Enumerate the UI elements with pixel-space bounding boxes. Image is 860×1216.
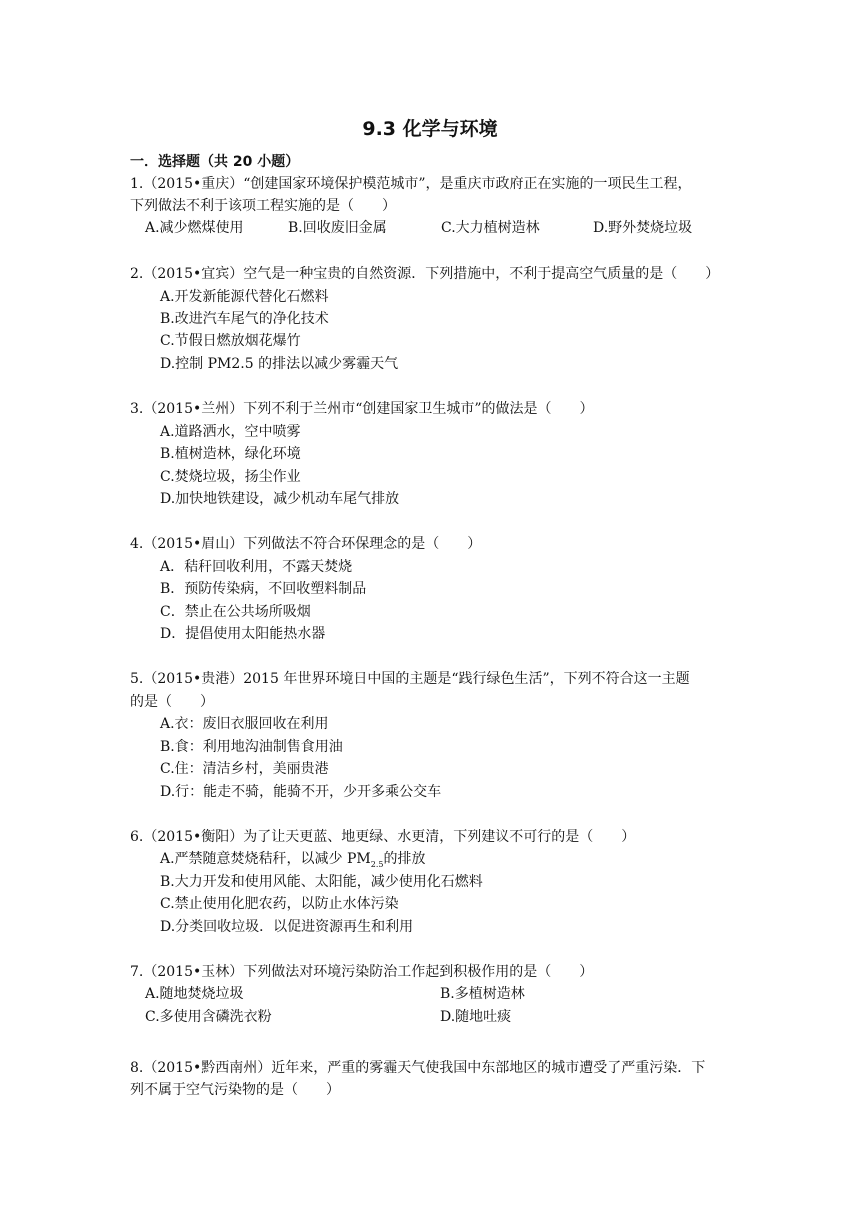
question-3-stem: 3.（2015•兰州）下列不利于兰州市“创建国家卫生城市”的做法是（ ） — [130, 401, 594, 417]
question-6-option-a-subscript: 2.5 — [370, 859, 384, 869]
question-8-stem-cont: 列不属于空气污染物的是（ ） — [130, 1082, 340, 1098]
question-7-option-b: B.多植树造林 — [440, 986, 525, 1002]
question-6-option-b: B.大力开发和使用风能、太阳能，减少使用化石燃料 — [160, 874, 483, 890]
question-1-stem-cont: 下列做法不利于该项工程实施的是（ ） — [130, 198, 396, 214]
question-2-option-c: C.节假日燃放烟花爆竹 — [160, 333, 301, 349]
question-2-option-b: B.改进汽车尾气的净化技术 — [160, 311, 329, 327]
question-2-option-d: D.控制 PM2.5 的排法以减少雾霾天气 — [160, 356, 399, 372]
question-1-options — [145, 218, 745, 238]
question-6-option-a-tail: 的排放 — [383, 851, 426, 867]
question-3-option-d: D.加快地铁建设，减少机动车尾气排放 — [160, 491, 400, 507]
question-4-stem: 4.（2015•眉山）下列做法不符合环保理念的是（ ） — [130, 536, 482, 552]
section-heading: 一．选择题（共 20 小题） — [130, 154, 300, 170]
question-1-option-d: D.野外焚烧垃圾 — [593, 220, 693, 236]
question-1-stem: 1.（2015•重庆）“创建国家环境保护模范城市”，是重庆市政府正在实施的一项民生工程， — [130, 176, 692, 192]
question-5-stem: 5.（2015•贵港）2015 年世界环境日中国的主题是“践行绿色生活”，下列不符合这一主题 — [130, 671, 690, 687]
question-6-option-c: C.禁止使用化肥农药，以防止水体污染 — [160, 896, 399, 912]
question-6-stem: 6.（2015•衡阳）为了让天更蓝、地更绿、水更清，下列建议不可行的是（ ） — [130, 829, 636, 845]
question-6-option-a-text: A.严禁随意焚烧秸秆，以减少 PM — [160, 851, 371, 867]
question-3-option-c: C.焚烧垃圾，扬尘作业 — [160, 469, 301, 485]
question-5-option-c: C.住：清洁乡村，美丽贵港 — [160, 761, 329, 777]
question-7-stem: 7.（2015•玉林）下列做法对环境污染防治工作起到积极作用的是（ ） — [130, 964, 594, 980]
question-8-stem: 8.（2015•黔西南州）近年来，严重的雾霾天气使我国中东部地区的城市遭受了严重污染．下 — [130, 1060, 706, 1076]
question-4-option-d: D．提倡使用太阳能热水器 — [160, 626, 326, 642]
question-2-stem: 2.（2015•宜宾）空气是一种宝贵的自然资源．下列措施中，不利于提高空气质量的是（ ） — [130, 266, 720, 282]
question-4-option-c: C．禁止在公共场所吸烟 — [160, 604, 311, 620]
question-4-option-a: A．秸秆回收利用，不露天焚烧 — [160, 559, 353, 575]
question-5-option-d: D.行：能走不骑，能骑不开，少开多乘公交车 — [160, 784, 442, 800]
question-7-option-c: C.多使用含磷洗衣粉 — [145, 1009, 272, 1025]
question-5-option-a: A.衣：废旧衣服回收在利用 — [160, 716, 329, 732]
question-5-option-b: B.食：利用地沟油制售食用油 — [160, 739, 343, 755]
question-7-option-d: D.随地吐痰 — [440, 1009, 512, 1025]
question-1-option-a: A.减少燃煤使用 — [145, 220, 244, 236]
question-2-option-a: A.开发新能源代替化石燃料 — [160, 289, 329, 305]
question-3-option-b: B.植树造林，绿化环境 — [160, 446, 301, 462]
question-5-stem-cont: 的是（ ） — [130, 694, 214, 710]
question-6-option-d: D.分类回收垃圾．以促进资源再生和利用 — [160, 919, 414, 935]
question-7-option-a: A.随地焚烧垃圾 — [145, 986, 244, 1002]
question-4-option-b: B．预防传染病，不回收塑料制品 — [160, 581, 367, 597]
question-3-option-a: A.道路洒水，空中喷雾 — [160, 424, 301, 440]
question-1-option-c: C.大力植树造林 — [441, 220, 540, 236]
question-1-option-b: B.回收废旧金属 — [288, 220, 387, 236]
question-6-option-a — [160, 849, 426, 875]
page-title: 9.3 化学与环境 — [362, 118, 498, 140]
